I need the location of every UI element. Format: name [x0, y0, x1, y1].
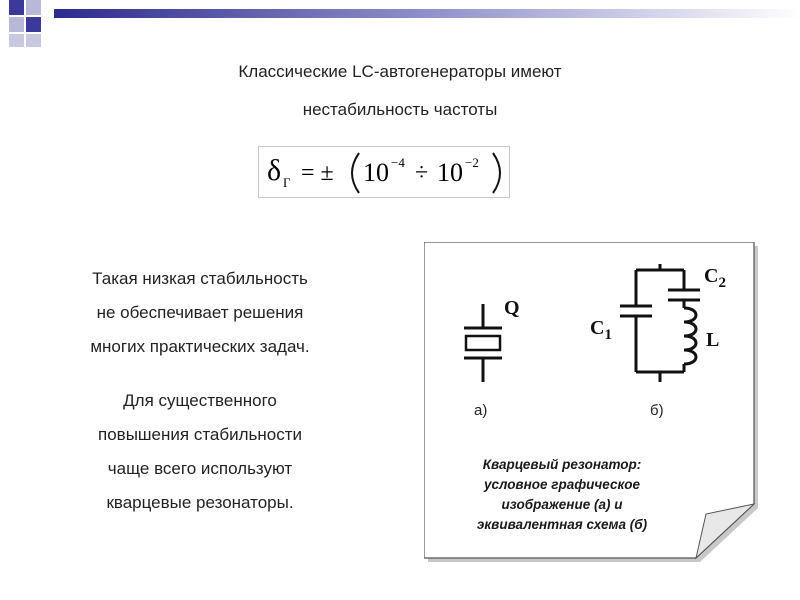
deco-square-3 — [9, 17, 24, 32]
formula-base2: 10 — [437, 158, 463, 187]
sublabel-a: а) — [474, 402, 488, 419]
deco-square-1 — [9, 0, 24, 15]
formula-delta: δ — [267, 154, 282, 187]
label-c1-letter: C — [590, 317, 605, 339]
slide-title-line2: нестабильность частоты — [302, 100, 498, 119]
caption-line: Кварцевый резонатор: — [482, 457, 642, 472]
label-c2-letter: C — [704, 265, 719, 287]
paragraph-line: Для существенного — [123, 391, 277, 410]
deco-square-4 — [26, 17, 41, 32]
label-c1-subscript: 1 — [604, 327, 612, 343]
paragraph-line: кварцевые резонаторы. — [106, 493, 294, 512]
paragraph-low-stability — [40, 262, 360, 364]
paragraph-line: не обеспечивает решения — [96, 303, 304, 322]
paragraph-line: чаще всего используют — [107, 459, 293, 478]
paragraph-quartz-usage — [40, 384, 360, 520]
slide-title-line1: Классические LC-автогенераторы имеют — [238, 62, 562, 81]
formula-subscript: Г — [283, 175, 291, 190]
note-caption — [444, 455, 680, 535]
formula-operator: = ± — [301, 160, 334, 186]
sublabel-b: б) — [650, 402, 664, 419]
deco-square-6 — [26, 34, 41, 47]
formula-graphic — [259, 147, 509, 197]
label-c2-subscript: 2 — [718, 275, 726, 291]
deco-square-5 — [9, 34, 24, 47]
caption-line: условное графическое — [483, 477, 641, 492]
formula-exp1: −4 — [391, 155, 405, 170]
paragraph-line: повышения стабильности — [98, 425, 302, 444]
gradient-stripe — [54, 9, 800, 18]
paragraph-line: многих практических задач. — [90, 337, 310, 356]
header-gradient-bar — [0, 0, 800, 50]
caption-line: эквивалентная схема (б) — [476, 517, 648, 532]
label-q: Q — [504, 297, 520, 319]
formula-left-paren — [352, 153, 359, 193]
deco-square-2 — [26, 0, 41, 15]
formula-base1: 10 — [363, 158, 389, 187]
formula-right-paren — [493, 153, 500, 193]
frequency-instability-formula — [258, 146, 510, 198]
formula-divider: ÷ — [415, 160, 429, 186]
label-l: L — [706, 329, 720, 351]
paragraph-line: Такая низкая стабильность — [92, 269, 308, 288]
formula-exp2: −2 — [465, 155, 479, 170]
caption-line: изображение (а) и — [501, 497, 623, 512]
